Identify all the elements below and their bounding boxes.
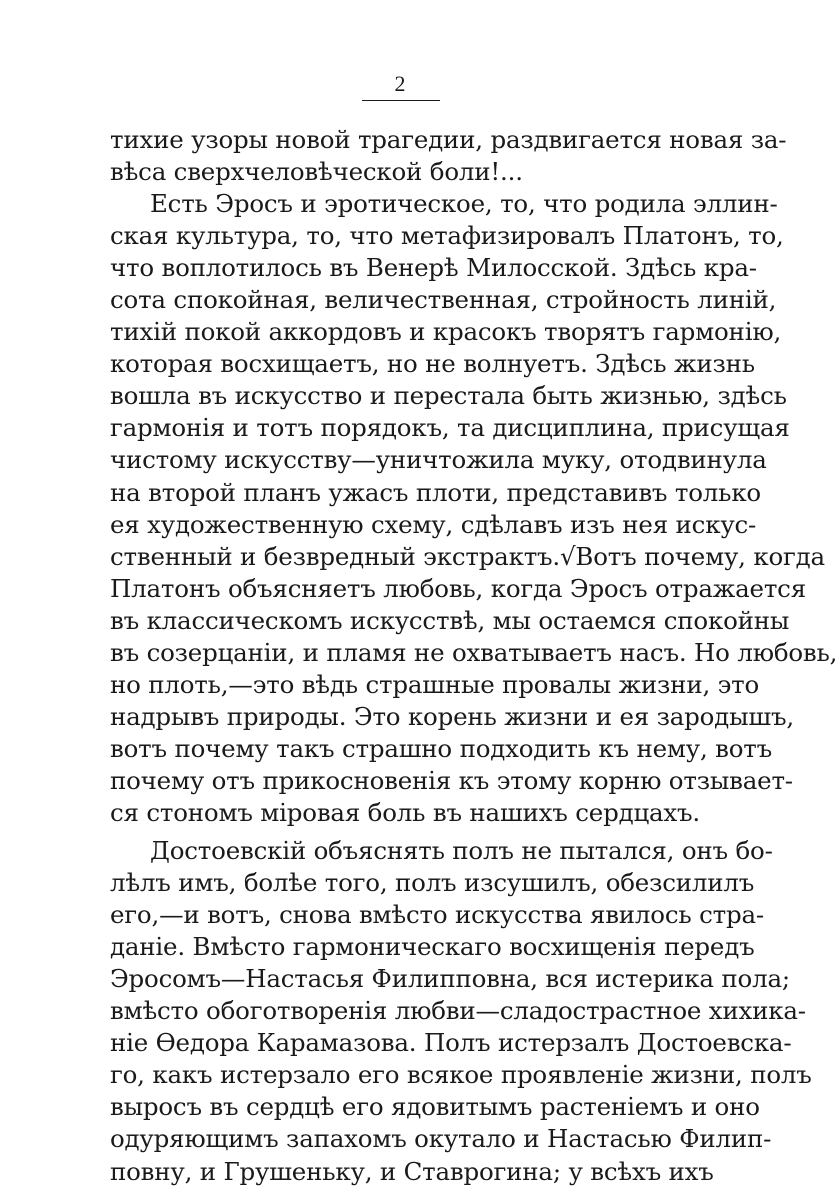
text-line: ская культура, то, что метафизировалъ Платонъ, то, <box>110 221 784 251</box>
text-line: вошла въ искусство и перестала быть жизнью, здѣсь <box>110 381 787 411</box>
text-line: на второй планъ ужасъ плоти, представивъ только <box>110 477 761 507</box>
text-line: чистому искусству—уничтожила муку, отодвинула <box>110 445 767 475</box>
text-line: вѣса сверхчеловѣческой боли!... <box>110 157 523 187</box>
text-line: выросъ въ сердцѣ его ядовитымъ растеніемъ и оно <box>110 1092 760 1122</box>
paragraph-dostoevsky <box>110 835 812 1188</box>
text-line: Достоевскій объяснять полъ не пытался, онъ бо- <box>150 836 773 866</box>
text-line: что воплотилось въ Венерѣ Милосской. Здѣсь кра- <box>110 253 757 283</box>
body-text <box>110 124 838 1188</box>
text-line: вотъ почему такъ страшно подходить къ нему, вотъ <box>110 733 773 763</box>
text-line: почему отъ прикосновенія къ этому корню отзывает- <box>110 765 793 795</box>
text-line: но плоть,—это вѣдь страшные провалы жизни, это <box>110 669 760 699</box>
text-line: ніе Ѳедора Карамазова. Полъ истерзалъ Достоевска- <box>110 1028 792 1058</box>
text-line: Эросомъ—Настасья Филипповна, вся истерика пола; <box>110 964 790 994</box>
paragraph-continuation <box>110 124 787 188</box>
text-line: Есть Эросъ и эротическое, то, что родила эллин- <box>150 189 778 219</box>
text-line: сота спокойная, величественная, стройность линій, <box>110 285 777 315</box>
text-line: ся стономъ міровая боль въ нашихъ сердцахъ. <box>110 797 701 827</box>
text-line: въ классическомъ искусствѣ, мы остаемся спокойны <box>110 605 790 635</box>
text-line: ственный и безвредный экстрактъ.√Вотъ почему, когда <box>110 541 825 571</box>
paragraph-eros <box>110 188 838 829</box>
text-line: тихій покой аккордовъ и красокъ творятъ гармонію, <box>110 317 782 347</box>
text-line: Платонъ объясняетъ любовь, когда Эросъ отражается <box>110 573 806 603</box>
page-number-rule <box>362 100 440 101</box>
text-line: надрывъ природы. Это корень жизни и ея зародышъ, <box>110 701 794 731</box>
text-line: гармонія и тотъ порядокъ, та дисциплина, присущая <box>110 413 790 443</box>
text-line: его,—и вотъ, снова вмѣсто искусства явилось стра- <box>110 900 764 930</box>
page-number: 2 <box>394 71 406 96</box>
text-line: го, какъ истерзало его всякое проявленіе жизни, полъ <box>110 1060 812 1090</box>
text-line: лѣлъ имъ, болѣе того, полъ изсушилъ, обезсилилъ <box>110 868 755 898</box>
text-line: вмѣсто обоготворенія любви—сладострастное хихика- <box>110 996 806 1026</box>
text-line: тихие узоры новой трагедии, раздвигается новая за- <box>110 125 787 154</box>
text-line: одуряющимъ запахомъ окутало и Настасью Филип- <box>110 1124 772 1154</box>
text-line: ея художественную схему, сдѣлавъ изъ нея искус- <box>110 509 757 539</box>
text-line: которая восхищаетъ, но не волнуетъ. Здѣсь жизнь <box>110 349 755 379</box>
text-line: даніе. Вмѣсто гармоническаго восхищенія передъ <box>110 932 755 962</box>
text-line: въ созерцаніи, и пламя не охватываетъ насъ. Но любовь, <box>110 637 838 667</box>
text-line: повну, и Грушеньку, и Ставрогина; у всѣхъ ихъ <box>110 1156 714 1186</box>
